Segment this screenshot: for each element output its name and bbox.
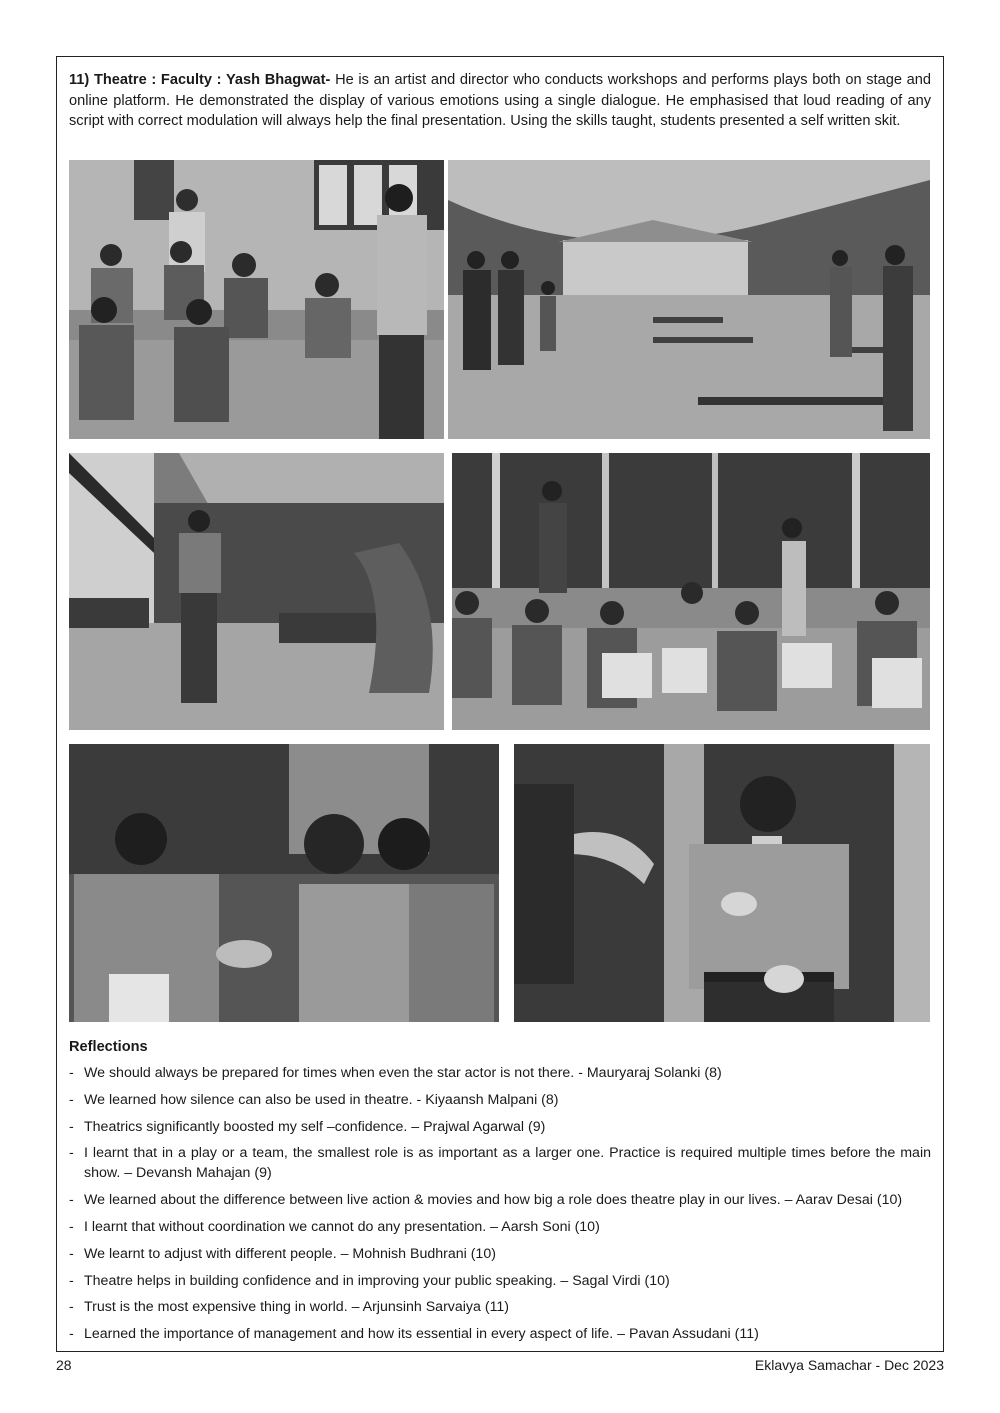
- intro-paragraph: [69, 70, 931, 132]
- photo-performer-tent: [69, 453, 444, 730]
- page-number: 28: [56, 1357, 72, 1373]
- photo-classroom: [69, 160, 444, 439]
- reflection-item: - We learnt to adjust with different people. – Mohnish Budhrani (10): [69, 1245, 496, 1262]
- reflection-item: - I learnt that in a play or a team, the smallest role is as important as a larger one. Practice is required multiple times before the main show. – Devansh Mahajan (9): [69, 1145, 931, 1182]
- intro-heading: 11) Theatre : Faculty : Yash Bhagwat-: [69, 72, 331, 88]
- photo-speaker-tree: [514, 744, 930, 1022]
- reflection-item: - Theatre helps in building confidence and in improving your public speaking. – Sagal Virdi (10): [69, 1272, 670, 1289]
- reflection-item: - We learned about the difference between live action & movies and how big a role does theatre play in our lives. – Aarav Desai (10): [69, 1192, 903, 1209]
- reflection-item: - Learned the importance of management and how its essential in every aspect of life. – Pavan Assudani (11): [69, 1326, 759, 1343]
- reflections-title: Reflections: [69, 1039, 148, 1055]
- reflection-item: - We should always be prepared for times when even the star actor is not there. - Mauryaraj Solanki (8): [69, 1065, 722, 1081]
- reflections-list: [69, 1063, 931, 1351]
- photo-courtyard: [448, 160, 930, 439]
- publication-name: Eklavya Samachar - Dec 2023: [754, 1357, 944, 1373]
- reflection-item: - Theatrics significantly boosted my self –confidence. – Prajwal Agarwal (9): [69, 1118, 546, 1135]
- photo-audience-forest: [452, 453, 930, 730]
- reflection-item: - I learnt that without coordination we cannot do any presentation. – Aarsh Soni (10): [69, 1218, 600, 1235]
- intro-body: He is an artist and director who conducts workshops and performs plays both on stage and online platform. He demonstrated the display of various emotions using a single dialogue. He emphasised that loud reading of any script with correct modulation will always help the final presentation. Using the skills taught, students presented a self written skit.: [69, 72, 931, 129]
- reflection-item: - We learned how silence can also be used in theatre. - Kiyaansh Malpani (8): [69, 1091, 559, 1108]
- photo-three-students: [69, 744, 499, 1022]
- reflection-item: - Trust is the most expensive thing in world. – Arjunsinh Sarvaiya (11): [69, 1299, 510, 1316]
